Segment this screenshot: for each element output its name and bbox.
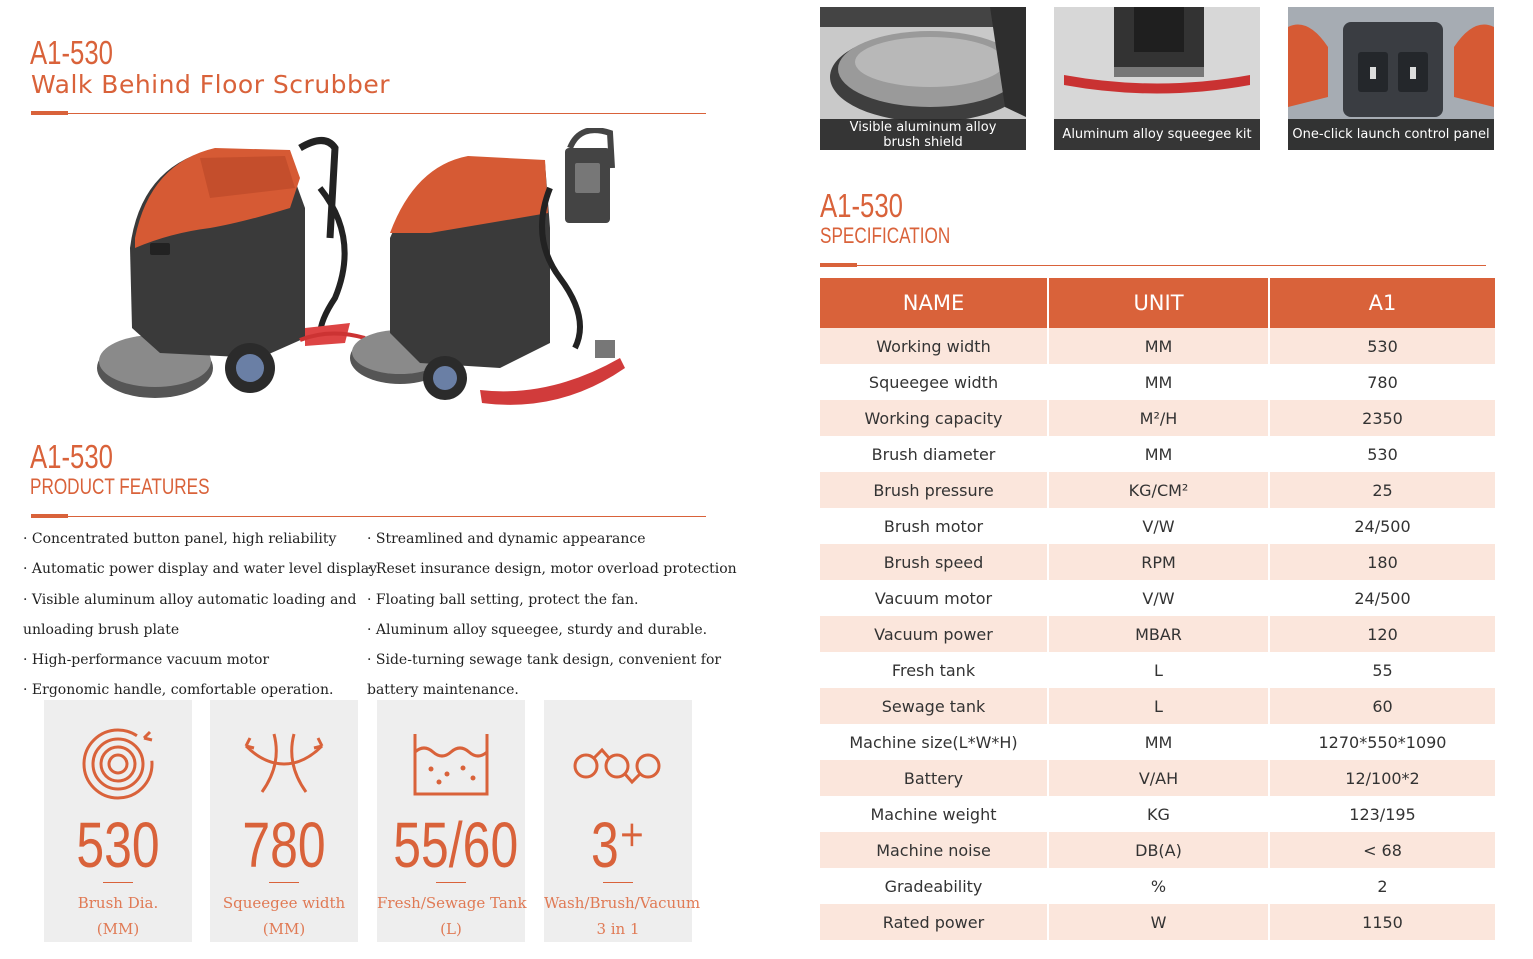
spec-cell-unit: DB(A) <box>1049 832 1270 868</box>
spec-cell-name: Machine size(L*W*H) <box>820 724 1049 760</box>
stat-label: Squeegee width (MM) <box>222 894 346 938</box>
spec-cell-unit: MM <box>1049 364 1270 400</box>
spec-cell-unit: % <box>1049 868 1270 904</box>
squeegee-icon <box>244 724 324 804</box>
spec-cell-unit: RPM <box>1049 544 1270 580</box>
brush-disc-icon <box>78 724 158 804</box>
spec-cell-name: Brush diameter <box>820 436 1049 472</box>
stat-card-squeegee <box>210 700 358 942</box>
spec-row <box>820 580 1495 616</box>
feature-item: · Aluminum alloy squeegee, sturdy and durable. <box>367 621 708 638</box>
spec-header-unit: UNIT <box>1049 278 1270 328</box>
spec-divider-accent <box>820 263 857 267</box>
feature-item: · Side-turning sewage tank design, convenient for <box>367 652 722 669</box>
thumbnail-brush-shield <box>820 7 1026 150</box>
spec-row <box>820 364 1495 400</box>
spec-cell-name: Machine noise <box>820 832 1049 868</box>
feature-item: · Streamlined and dynamic appearance <box>367 531 646 547</box>
header-divider-accent <box>31 111 68 115</box>
three-in-one-icon <box>572 724 662 804</box>
spec-cell-name: Working capacity <box>820 400 1049 436</box>
spec-divider <box>820 265 1486 266</box>
spec-cell-value: 2350 <box>1270 400 1495 436</box>
spec-cell-unit: MM <box>1049 328 1270 364</box>
features-model: A1-530 <box>30 438 114 475</box>
spec-cell-name: Brush pressure <box>820 472 1049 508</box>
spec-cell-unit: V/AH <box>1049 760 1270 796</box>
spec-header-model: A1 <box>1270 278 1495 328</box>
stat-card-three-in-one <box>544 700 701 942</box>
spec-cell-unit: M²/H <box>1049 400 1270 436</box>
scrubber-side-view <box>97 141 365 399</box>
spec-cell-value: < 68 <box>1270 832 1495 868</box>
spec-row <box>820 796 1495 832</box>
features-left-list <box>23 524 377 706</box>
spec-cell-value: 123/195 <box>1270 796 1495 832</box>
spec-cell-unit: W <box>1049 904 1270 940</box>
spec-cell-name: Fresh tank <box>820 652 1049 688</box>
thumbnail-control-panel <box>1288 7 1494 150</box>
spec-row <box>820 724 1495 760</box>
spec-cell-unit: L <box>1049 652 1270 688</box>
stat-divider <box>436 882 466 883</box>
spec-cell-value: 55 <box>1270 652 1495 688</box>
feature-item: · Reset insurance design, motor overload protection <box>367 561 737 578</box>
product-name: Walk Behind Floor Scrubber <box>31 70 391 99</box>
features-title: PRODUCT FEATURES <box>30 474 210 499</box>
tank-icon <box>411 724 491 804</box>
spec-cell-value: 24/500 <box>1270 580 1495 616</box>
feature-item: · Floating ball setting, protect the fan. <box>367 591 639 608</box>
spec-cell-name: Working width <box>820 328 1049 364</box>
features-divider-accent <box>31 514 68 518</box>
spec-row <box>820 652 1495 688</box>
spec-cell-name: Machine weight <box>820 796 1049 832</box>
features-divider <box>31 516 706 517</box>
spec-cell-name: Sewage tank <box>820 688 1049 724</box>
product-photo <box>90 128 630 418</box>
spec-row <box>820 904 1495 940</box>
spec-cell-value: 24/500 <box>1270 508 1495 544</box>
spec-row <box>820 400 1495 436</box>
spec-cell-name: Brush motor <box>820 508 1049 544</box>
feature-item: unloading brush plate <box>23 621 180 638</box>
stat-label: Fresh/Sewage Tank (L) <box>377 894 527 938</box>
spec-table <box>820 278 1495 940</box>
spec-cell-unit: MBAR <box>1049 616 1270 652</box>
stat-label: Wash/Brush/Vacuum 3 in 1 <box>544 894 701 938</box>
thumbnail-caption: Visible aluminum alloy brush shield <box>820 119 1026 150</box>
feature-item: · Concentrated button panel, high reliability <box>23 531 337 547</box>
feature-item: · High-performance vacuum motor <box>23 652 270 669</box>
spec-row <box>820 616 1495 652</box>
spec-row <box>820 760 1495 796</box>
model-title: A1-530 <box>30 34 114 71</box>
spec-cell-unit: KG/CM² <box>1049 472 1270 508</box>
spec-cell-unit: KG <box>1049 796 1270 832</box>
spec-row <box>820 688 1495 724</box>
spec-row <box>820 328 1495 364</box>
stat-divider <box>269 882 299 883</box>
spec-title: SPECIFICATION <box>820 223 951 248</box>
spec-cell-unit: V/W <box>1049 580 1270 616</box>
spec-cell-name: Vacuum motor <box>820 580 1049 616</box>
spec-cell-name: Gradeability <box>820 868 1049 904</box>
spec-cell-value: 12/100*2 <box>1270 760 1495 796</box>
spec-row <box>820 436 1495 472</box>
spec-cell-unit: V/W <box>1049 508 1270 544</box>
spec-cell-name: Battery <box>820 760 1049 796</box>
spec-header-row <box>820 278 1495 328</box>
feature-item: · Visible aluminum alloy automatic loading and <box>23 591 357 608</box>
stat-value: 780 <box>242 809 326 881</box>
spec-cell-unit: MM <box>1049 436 1270 472</box>
spec-cell-value: 180 <box>1270 544 1495 580</box>
spec-row <box>820 868 1495 904</box>
spec-cell-name: Squeegee width <box>820 364 1049 400</box>
thumbnail-squeegee-kit <box>1054 7 1260 150</box>
header-divider <box>31 113 706 114</box>
feature-item: battery maintenance. <box>367 682 519 699</box>
spec-cell-unit: L <box>1049 688 1270 724</box>
feature-item: · Ergonomic handle, comfortable operation. <box>23 682 334 699</box>
stat-value: 3⁺ <box>590 809 646 881</box>
spec-cell-value: 25 <box>1270 472 1495 508</box>
spec-cell-value: 2 <box>1270 868 1495 904</box>
spec-cell-unit: MM <box>1049 724 1270 760</box>
spec-cell-value: 530 <box>1270 328 1495 364</box>
spec-cell-value: 530 <box>1270 436 1495 472</box>
feature-item: · Automatic power display and water level display <box>23 561 378 578</box>
spec-cell-name: Brush speed <box>820 544 1049 580</box>
stat-value: 530 <box>76 809 160 881</box>
spec-row <box>820 544 1495 580</box>
spec-row <box>820 832 1495 868</box>
spec-cell-name: Rated power <box>820 904 1049 940</box>
thumbnail-caption: One-click launch control panel <box>1288 119 1494 150</box>
thumbnail-caption: Aluminum alloy squeegee kit <box>1054 119 1260 150</box>
spec-row <box>820 508 1495 544</box>
stat-divider <box>603 882 633 883</box>
stat-label: Brush Dia. (MM) <box>77 894 159 938</box>
spec-cell-value: 120 <box>1270 616 1495 652</box>
spec-cell-value: 60 <box>1270 688 1495 724</box>
stat-card-tank <box>377 700 525 942</box>
spec-cell-value: 780 <box>1270 364 1495 400</box>
scrubber-front-view <box>350 130 625 405</box>
spec-row <box>820 472 1495 508</box>
stat-card-brush <box>44 700 192 942</box>
spec-cell-value: 1150 <box>1270 904 1495 940</box>
stat-value: 55/60 <box>393 809 519 881</box>
features-right-list <box>367 524 737 706</box>
spec-model: A1-530 <box>820 187 904 224</box>
spec-cell-value: 1270*550*1090 <box>1270 724 1495 760</box>
spec-header-name: NAME <box>820 278 1049 328</box>
spec-cell-name: Vacuum power <box>820 616 1049 652</box>
stat-divider <box>103 882 133 883</box>
